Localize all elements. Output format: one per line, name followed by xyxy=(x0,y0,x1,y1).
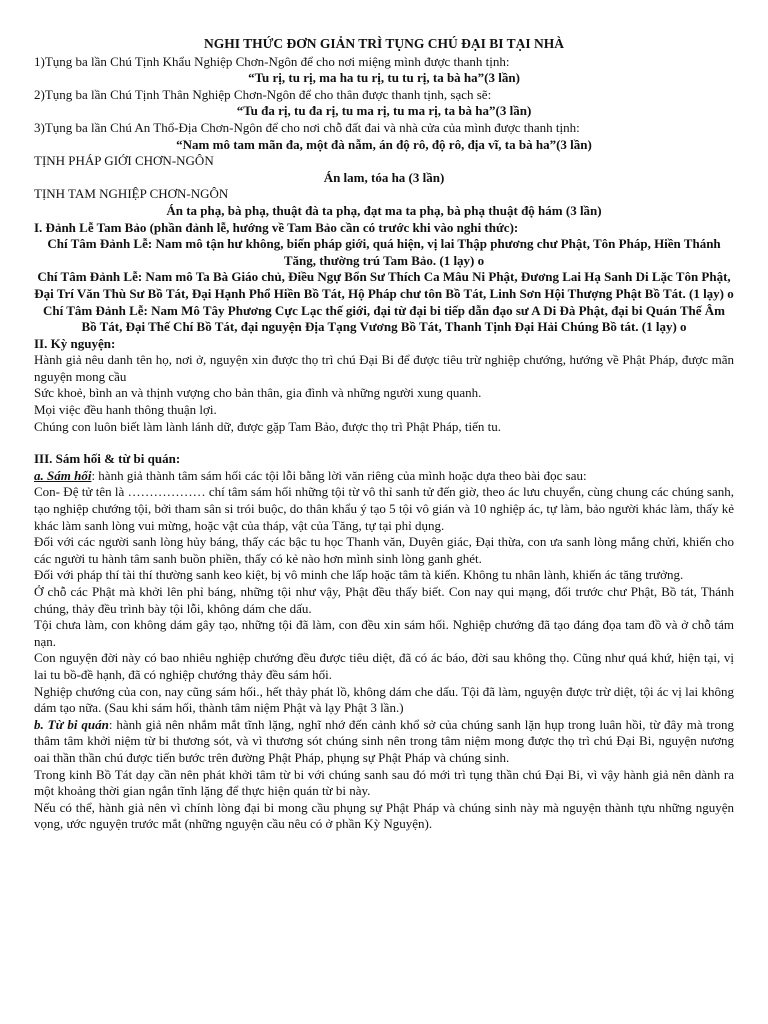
repentance-intro-text: : hành giả thành tâm sám hối các tội lỗi bằng lời văn riêng của mình hoặc dựa theo bài đọc sau: xyxy=(91,467,587,483)
wish-para-4: Chúng con luôn biết làm lành lánh dữ, được gặp Tam Bảo, được thọ trì Phật Pháp, tiến tu. xyxy=(34,418,502,434)
tinh-tam-nghiep-heading: TỊNH TAM NGHIỆP CHƠN-NGÔN xyxy=(34,186,229,202)
repentance-para-6: Con nguyện đời này có bao nhiêu nghiệp chướng đều được tiêu diệt, đã có ác báo, đời sau không thọ. Cũng như quá khứ, hiện tại, vị lai tu bồ-đề hạnh, đã có nghiệp chướng thảy đều sám hối. xyxy=(34,650,734,682)
wish-para-1: Hành giả nêu danh tên họ, nơi ở, nguyện xin được thọ trì chú Đại Bi để được tiêu trừ nghiệp chướng, hướng về Phật Pháp, được mãn nguyện mong cầu xyxy=(34,352,734,384)
tinh-phap-gioi-mantra: Án lam, tóa ha (3 lần) xyxy=(323,169,445,185)
homage-item-2: Chí Tâm Đảnh Lễ: Nam mô Ta Bà Giáo chủ, Điều Ngự Bổn Sư Thích Ca Mâu Ni Phật, Đương Lai Hạ Sanh Di Lặc Tôn Phật, Đại Trí Văn Thù Sư Bồ Tát, Đại Hạnh Phổ Hiền Bồ Tát, Hộ Pháp chư tôn Bồ Tát, Linh Sơn Hội Thượng Phật Bồ Tát. (1 lạy) o xyxy=(34,269,734,301)
intro-line-3: 3)Tụng ba lần Chú An Thổ-Địa Chơn-Ngôn để cho nơi chỗ đất đai và nhà cửa của mình được thanh tịnh: xyxy=(34,119,580,135)
compassion-para-1: Trong kinh Bồ Tát dạy cần nên phát khởi tâm từ bi với chúng sanh sau đó mới trì tụng thần chú Đại Bi, vì vậy hành giả nên dành ra một khoảng thời gian ngắn tĩnh lặng để thực hiện quán từ bi này. xyxy=(34,766,734,799)
wish-para-2: Sức khoẻ, bình an và thịnh vượng cho bản thân, gia đình và những người xung quanh. xyxy=(34,385,482,401)
spacer xyxy=(34,435,734,451)
section-1-heading: I. Đảnh Lễ Tam Bảo (phần đảnh lễ, hướng về Tam Bảo cần có trước khi vào nghi thức): xyxy=(34,219,519,235)
repentance-para-1: Con- Đệ tử tên là ……………… chí tâm sám hối những tội từ vô thỉ sanh tử đến giờ, theo ác lưu chuyển, cùng chung các chúng sanh, tạo nghiệp chướng tội, bởi tham sân si trói buộc, do thân khẩu ý tạo 5 tội vô gián và 10 nghiệp ác, tự làm, bảo người khác làm, thấy kẻ khác làm sanh lòng vui mừng, hoặc vật của tháp, vật của Tăng, tự tại phỉ dụng. xyxy=(34,484,734,533)
section-2-heading: II. Kỳ nguyện: xyxy=(34,335,116,351)
compassion-label: b. Từ bi quán xyxy=(34,716,109,732)
intro-mantra-2: “Tu đa rị, tu đa rị, tu ma rị, tu ma rị, ta bà ha”(3 lần) xyxy=(236,103,532,119)
intro-line-1: 1)Tụng ba lần Chú Tịnh Khẩu Nghiệp Chơn-Ngôn để cho nơi miệng mình được thanh tịnh: xyxy=(34,53,510,69)
compassion-intro-text: : hành giả nên nhắm mắt tĩnh lặng, nghĩ nhớ đến cảnh khổ sở của chúng sanh lặn hụp trong luân hồi, từ đây mà trong thâm tâm khởi niệm từ bi thương sót, và vì thương sót chúng sinh nên trong tâm niệm mong được thọ trì chú Đại Bi, nguyện nương oai thần thần chú được tiến bước trên đường Phật Pháp, phụng sự Phật Pháp và chúng sinh. xyxy=(34,716,734,765)
section-3-heading: III. Sám hối & từ bi quán: xyxy=(34,451,181,467)
repentance-intro xyxy=(34,468,734,485)
repentance-para-3: Đối với pháp thí tài thí thường sanh keo kiệt, bị vô minh che lấp hoặc tâm tà kiến. Không tu nhân lành, khiến ác tăng trưởng. xyxy=(34,567,684,583)
repentance-para-5: Tội chưa làm, con không dám gây tạo, những tội đã làm, con đều xin sám hối. Nghiệp chướng đã tạo đáng đọa tam đồ và ở chỗ tám nạn. xyxy=(34,617,734,649)
repentance-para-2: Đối với các người sanh lòng hủy báng, thấy các bậc tu học Thanh văn, Duyên giác, Đại thừa, con ưa sanh lòng mắng chửi, khiến cho các người tu hành tâm sanh buồn phiền, thấy có kẻ nào hơn mình sinh lòng ganh ghét. xyxy=(34,534,734,566)
homage-item-3: Chí Tâm Đảnh Lễ: Nam Mô Tây Phương Cực Lạc thế giới, đại từ đại bi tiếp dẫn đạo sư A Di Đà Phật, đại bi Quán Thế Âm Bồ Tát, Đại Thế Chí Bồ Tát, đại nguyện Địa Tạng Vương Bồ Tát, Thanh Tịnh Đại Hải Chúng Bồ tát. (1 lạy) o xyxy=(43,302,725,335)
intro-mantra-1: “Tu rị, tu rị, ma ha tu rị, tu tu rị, ta bà ha”(3 lần) xyxy=(248,70,520,86)
homage-item-1: Chí Tâm Đảnh Lễ: Nam mô tận hư không, biến pháp giới, quá hiện, vị lai Thập phương chư Phật, Tôn Pháp, Hiền Thánh Tăng, thường trú Tam Bảo. (1 lạy) o xyxy=(47,236,721,268)
intro-line-2: 2)Tụng ba lần Chú Tịnh Thân Nghiệp Chơn-Ngôn để cho thân được thanh tịnh, sạch sẽ: xyxy=(34,86,492,102)
document-title: NGHI THỨC ĐƠN GIẢN TRÌ TỤNG CHÚ ĐẠI BI TẠI NHÀ xyxy=(203,36,565,51)
repentance-label: a. Sám hối xyxy=(34,467,92,483)
intro-mantra-3: “Nam mô tam mãn đa, một đà nẫm, án độ rô, độ rô, địa vĩ, ta bà ha”(3 lần) xyxy=(176,136,592,152)
tinh-tam-nghiep-mantra: Án ta phạ, bà phạ, thuật đà ta phạ, đạt ma ta phạ, bà phạ thuật độ hám (3 lần) xyxy=(166,202,602,218)
wish-para-3: Mọi việc đều hanh thông thuận lợi. xyxy=(34,402,217,418)
repentance-para-7: Nghiệp chướng của con, nay cũng sám hối., hết thảy phát lồ, không dám che dấu. Tội đã làm, nguyện được trừ diệt, tội ác vị lai không dám tạo nữa. (Sau khi sám hối, thành tâm niệm Phật và lạy Phật 3 lần.) xyxy=(34,683,734,716)
compassion-para-2: Nếu có thể, hành giả nên vì chính lòng đại bi mong cầu phụng sự Phật Pháp và chúng sinh này mà nguyện thành tựu những nguyện vọng, ước nguyện trước mắt (những nguyện cầu nêu có ở phần Kỳ Nguyện). xyxy=(34,799,734,832)
tinh-phap-gioi-heading: TỊNH PHÁP GIỚI CHƠN-NGÔN xyxy=(34,153,214,169)
repentance-para-4: Ở chỗ các Phật mà khởi lên phỉ báng, những tội như vậy, Phật đều thấy biết. Con nay qui mạng, đối trước chư Phật, Bồ tát, Thánh chúng, thảy đều trình bày tội lỗi, không dám che dấu. xyxy=(34,584,734,616)
compassion-intro xyxy=(34,717,734,767)
